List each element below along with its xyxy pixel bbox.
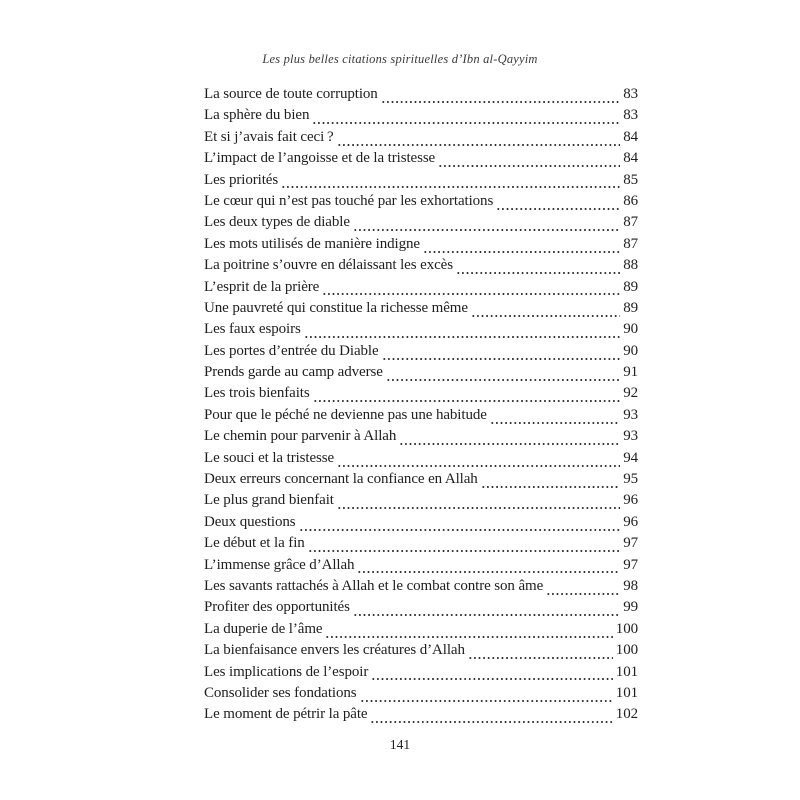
toc-entry-title: Deux questions (204, 513, 296, 530)
toc-entry (204, 450, 638, 471)
toc-entry (204, 664, 638, 685)
toc-entry-title: Le moment de pétrir la pâte (204, 706, 368, 723)
dot-leader (325, 621, 612, 642)
toc-entry (204, 86, 638, 107)
toc-entry-page: 96 (623, 492, 638, 509)
toc-entry-page: 83 (623, 107, 638, 124)
dot-leader (304, 321, 620, 342)
toc-entry-page: 95 (623, 471, 638, 488)
toc-entry-page: 96 (623, 513, 638, 530)
dot-leader (337, 450, 620, 471)
toc-entry (204, 257, 638, 278)
toc-entry-title: Le cœur qui n’est pas touché par les exhortations (204, 192, 494, 209)
dot-leader (481, 471, 620, 492)
dot-leader (360, 685, 613, 706)
running-header-title: Les plus belles citations spirituelles d’Ibn al-Qayyim (262, 52, 538, 66)
dot-leader (468, 642, 613, 663)
dot-leader (382, 343, 621, 364)
toc-entry-page: 97 (623, 556, 638, 573)
toc-entry (204, 364, 638, 385)
toc-entry-title: Une pauvreté qui constitue la richesse même (204, 299, 468, 316)
toc-entry-title: Deux erreurs concernant la confiance en Allah (204, 471, 478, 488)
toc-entry-page: 90 (623, 321, 638, 338)
toc-entry (204, 279, 638, 300)
toc-entry (204, 343, 638, 364)
toc-entry-title: L’immense grâce d’Allah (204, 556, 355, 573)
toc-entry-page: 99 (623, 599, 638, 616)
toc-entry-page: 102 (615, 706, 638, 723)
dot-leader (312, 107, 620, 128)
toc-entry (204, 557, 638, 578)
toc-entry-title: La bienfaisance envers les créatures d’Allah (204, 642, 465, 659)
page-number: 141 (389, 737, 411, 752)
toc-entry-page: 85 (623, 171, 638, 188)
toc-entry-title: Le chemin pour parvenir à Allah (204, 428, 397, 445)
dot-leader (456, 257, 620, 278)
toc-entry-title: Le plus grand bienfait (204, 492, 334, 509)
toc-entry (204, 535, 638, 556)
dot-leader (399, 428, 620, 449)
toc-entry-page: 100 (615, 642, 638, 659)
toc-entry-title: Les trois bienfaits (204, 385, 310, 402)
toc-entry-page: 89 (623, 299, 638, 316)
toc-entry-page: 98 (623, 577, 638, 594)
toc-entry-title: La duperie de l’âme (204, 620, 323, 637)
toc-entry-title: La source de toute corruption (204, 86, 378, 102)
toc-entry-page: 101 (615, 663, 638, 680)
toc-entry-page: 86 (623, 192, 638, 209)
toc-entry-page: 93 (623, 406, 638, 423)
dot-leader (490, 407, 620, 428)
toc-entry (204, 214, 638, 235)
toc-entry-page: 93 (623, 428, 638, 445)
toc-entry-title: Les savants rattachés à Allah et le combat contre son âme (204, 577, 544, 594)
toc-entry-title: Les priorités (204, 171, 279, 188)
toc-entry-title: L’esprit de la prière (204, 278, 320, 295)
toc-entry (204, 107, 638, 128)
toc-entry (204, 428, 638, 449)
toc-entry (204, 471, 638, 492)
toc-entry (204, 129, 638, 150)
toc-entry (204, 407, 638, 428)
dot-leader (423, 236, 620, 257)
toc-entry (204, 685, 638, 706)
dot-leader (337, 492, 620, 513)
toc-entry (204, 599, 638, 620)
dot-leader (496, 193, 620, 214)
toc-entry (204, 385, 638, 406)
toc-entry-page: 94 (623, 449, 638, 466)
toc-entry-page: 84 (623, 128, 638, 145)
toc-entry (204, 172, 638, 193)
toc-entry-page: 89 (623, 278, 638, 295)
toc-entry (204, 642, 638, 663)
dot-leader (471, 300, 620, 321)
toc-entry-page: 87 (623, 235, 638, 252)
toc-entry-page: 97 (623, 535, 638, 552)
toc-entry-title: Consolider ses fondations (204, 684, 357, 701)
toc-entry-page: 91 (623, 364, 638, 381)
dot-leader (322, 279, 620, 300)
toc-entry (204, 300, 638, 321)
toc-entry-title: Et si j’avais fait ceci ? (204, 128, 334, 145)
toc-entry-page: 90 (623, 342, 638, 359)
dot-leader (381, 86, 620, 107)
toc-entry-page: 92 (623, 385, 638, 402)
dot-leader (337, 129, 621, 150)
toc-entry (204, 578, 638, 599)
toc-entry-title: Profiter des opportunités (204, 599, 350, 616)
dot-leader (313, 385, 621, 406)
dot-leader (353, 214, 620, 235)
toc-entry-title: Les portes d’entrée du Diable (204, 342, 379, 359)
toc-entry (204, 150, 638, 171)
toc-entry-title: Les mots utilisés de manière indigne (204, 235, 420, 252)
toc-entry (204, 621, 638, 642)
toc-entry-title: Le début et la fin (204, 535, 305, 552)
dot-leader (370, 706, 612, 727)
toc-entry-title: Les deux types de diable (204, 214, 350, 231)
toc-entry-title: La sphère du bien (204, 107, 310, 124)
toc-entry-title: Pour que le péché ne devienne pas une habitude (204, 406, 487, 423)
dot-leader (386, 364, 620, 385)
toc-entry-page: 101 (615, 684, 638, 701)
toc-entry-page: 100 (615, 620, 638, 637)
dot-leader (353, 599, 620, 620)
toc-entry (204, 236, 638, 257)
toc-entry-title: Les implications de l’espoir (204, 663, 369, 680)
dot-leader (357, 557, 620, 578)
toc-entry-title: Prends garde au camp adverse (204, 364, 383, 381)
toc-entry-page: 83 (623, 86, 638, 102)
toc-list (204, 86, 638, 728)
dot-leader (546, 578, 620, 599)
dot-leader (281, 172, 620, 193)
toc-entry-page: 88 (623, 257, 638, 274)
toc-entry (204, 706, 638, 727)
toc-entry-title: Les faux espoirs (204, 321, 301, 338)
toc-entry-page: 84 (623, 150, 638, 167)
toc-entry-page: 87 (623, 214, 638, 231)
dot-leader (438, 150, 620, 171)
dot-leader (371, 664, 613, 685)
dot-leader (308, 535, 621, 556)
toc-entry-title: La poitrine s’ouvre en délaissant les excès (204, 257, 453, 274)
toc-entry-title: L’impact de l’angoisse et de la tristesse (204, 150, 436, 167)
toc-entry (204, 514, 638, 535)
toc-entry-title: Le souci et la tristesse (204, 449, 335, 466)
toc-entry (204, 492, 638, 513)
toc-entry (204, 193, 638, 214)
dot-leader (299, 514, 621, 535)
toc-entry (204, 321, 638, 342)
